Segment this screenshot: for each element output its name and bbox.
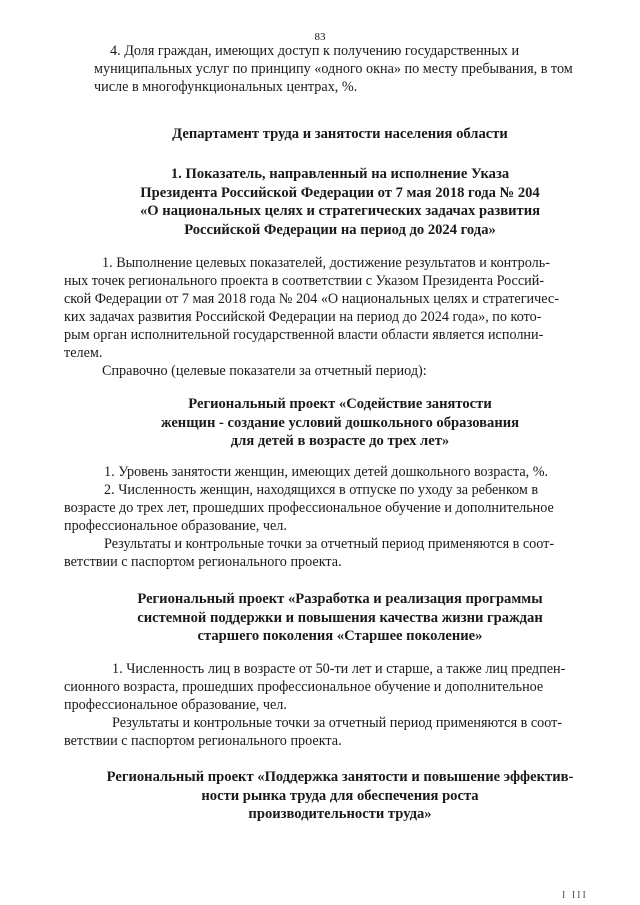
- text-line: возрасте до трех лет, прошедших профессиональное обучение и дополнительное: [64, 500, 554, 516]
- text-line: профессиональное образование, чел.: [64, 697, 287, 713]
- footer-mark: I III: [562, 890, 588, 901]
- section-1-paragraph: [64, 254, 600, 380]
- text-line: 1. Численность лиц в возрасте от 50-ти лет и старше, а также лиц предпен-: [112, 661, 566, 677]
- heading-line: Российской Федерации на период до 2024 года»: [184, 221, 496, 238]
- text-line: сионного возраста, прошедших профессиональное обучение и дополнительное: [64, 679, 544, 695]
- heading-line: Президента Российской Федерации от 7 мая 2018 года № 204: [140, 184, 540, 201]
- heading-line: ности рынка труда для обеспечения роста: [201, 787, 479, 804]
- text-line: 1. Выполнение целевых показателей, достижение результатов и контроль-: [102, 255, 550, 271]
- text-line: телем.: [64, 345, 103, 361]
- text-line: ких задачах развития Российской Федерации на период до 2024 года», по кото-: [64, 309, 542, 325]
- text-line: ных точек регионального проекта в соответствии с Указом Президента Россий-: [64, 273, 545, 289]
- project-1-heading: [60, 395, 620, 451]
- text-line: 4. Доля граждан, имеющих доступ к получению государственных и: [110, 43, 520, 59]
- text-line: числе в многофункциональных центрах, %.: [94, 79, 358, 95]
- project-2-items: [64, 660, 600, 750]
- heading-line: для детей в возрасте до трех лет»: [230, 433, 450, 449]
- text-line: ской Федерации от 7 мая 2018 года № 204 «О национальных целях и стратегичес-: [64, 291, 559, 307]
- text-line: Результаты и контрольные точки за отчетный период применяются в соот-: [104, 536, 555, 552]
- heading-line: производительности труда»: [248, 806, 432, 822]
- heading-line: Региональный проект «Разработка и реализация программы: [137, 591, 543, 607]
- heading-line: старшего поколения «Старшее поколение»: [197, 628, 483, 644]
- department-heading: Департамент труда и занятости населения области: [172, 126, 508, 142]
- text-line: 2. Численность женщин, находящихся в отпуске по уходу за ребенком в: [104, 482, 539, 498]
- project-1-items: [64, 463, 600, 571]
- text-line: ветствии с паспортом регионального проекта.: [64, 733, 342, 749]
- indicator-4-paragraph: [94, 42, 599, 96]
- heading-line: 1. Показатель, направленный на исполнение Указа: [170, 166, 510, 182]
- heading-line: женщин - создание условий дошкольного образования: [160, 414, 520, 431]
- text-line: Справочно (целевые показатели за отчетный период):: [102, 363, 427, 379]
- text-line: рым орган исполнительной государственной власти области является исполни-: [64, 327, 544, 343]
- text-line: профессиональное образование, чел.: [64, 518, 287, 534]
- heading-line: Региональный проект «Содействие занятости: [188, 396, 492, 412]
- text-line: ветствии с паспортом регионального проекта.: [64, 554, 342, 570]
- text-line: 1. Уровень занятости женщин, имеющих детей дошкольного возраста, %.: [104, 464, 549, 480]
- heading-line: системной поддержки и повышения качества жизни граждан: [137, 609, 543, 626]
- text-line: муниципальных услуг по принципу «одного окна» по месту пребывания, в том: [94, 61, 573, 77]
- section-1-heading: [60, 165, 620, 239]
- heading-line: «О национальных целях и стратегических задачах развития: [139, 203, 540, 219]
- text-line: Результаты и контрольные точки за отчетный период применяются в соот-: [112, 715, 563, 731]
- heading-line: Региональный проект «Поддержка занятости и повышение эффектив-: [106, 769, 574, 785]
- project-2-heading: [60, 590, 620, 646]
- page-number: 83: [314, 31, 326, 43]
- project-3-heading: [60, 768, 620, 824]
